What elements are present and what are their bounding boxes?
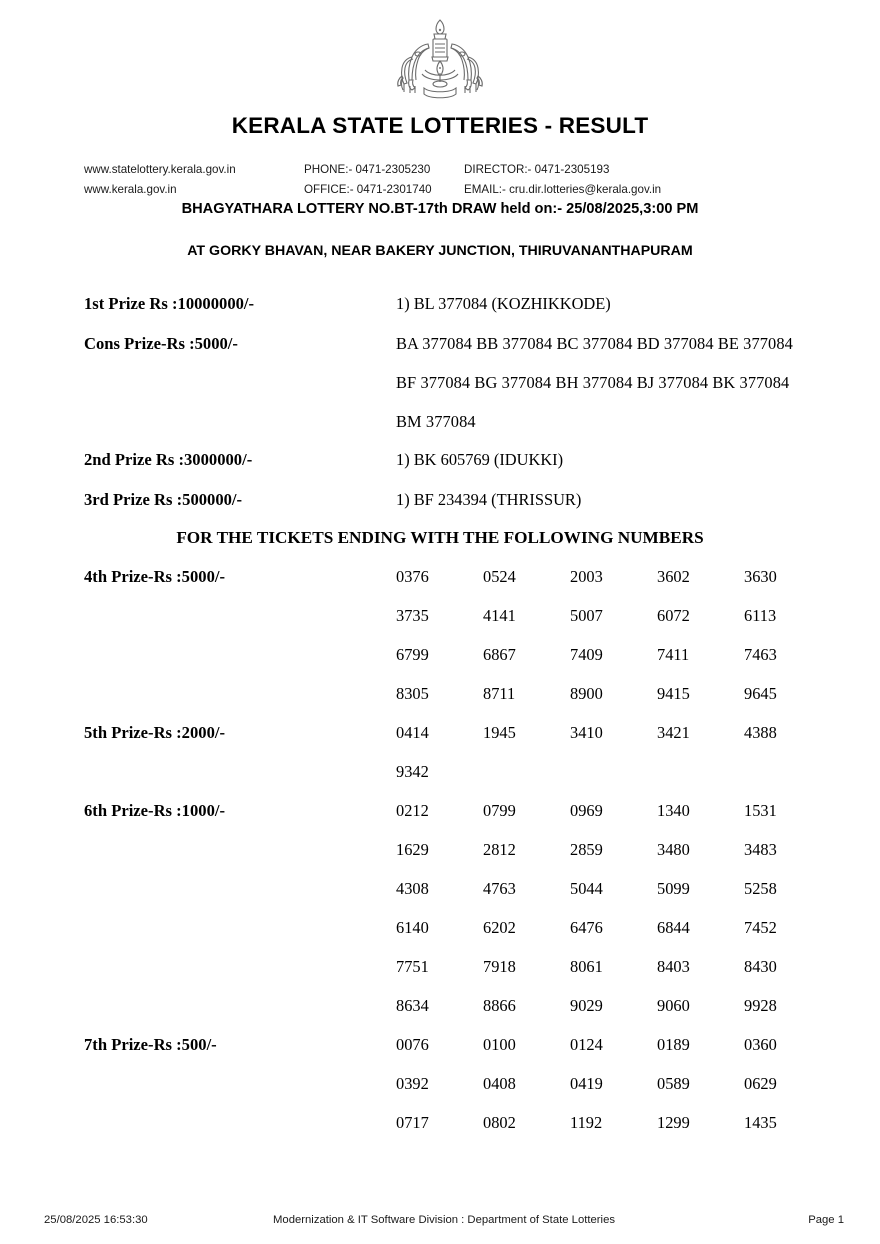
- number-cell: 7409: [570, 645, 603, 664]
- number-cell: 0360: [744, 1035, 777, 1054]
- number-cell: 0419: [570, 1074, 603, 1093]
- number-cell: 4388: [744, 723, 777, 742]
- contact-row-1: [84, 160, 796, 180]
- consolation-line-2: BF 377084 BG 377084 BH 377084 BJ 377084 BK 377084: [396, 373, 790, 392]
- number-cell: 9928: [744, 996, 777, 1015]
- number-cell: 3480: [657, 840, 690, 859]
- number-cell: 0124: [570, 1035, 603, 1054]
- emblem-container: [0, 14, 880, 115]
- office-number: OFFICE:- 0471-2301740: [304, 183, 432, 196]
- number-cell: 3483: [744, 840, 777, 859]
- number-cell: 6476: [570, 918, 603, 937]
- number-cell: 0799: [483, 801, 516, 820]
- number-cell: 3602: [657, 567, 690, 586]
- number-cell: 1340: [657, 801, 690, 820]
- number-cell: 8866: [483, 996, 516, 1015]
- prize-label-fifth: 5th Prize-Rs :2000/-: [84, 723, 226, 742]
- number-cell: 6113: [744, 606, 777, 625]
- website-statelottery[interactable]: www.statelottery.kerala.gov.in: [84, 163, 236, 176]
- number-cell: 3735: [396, 606, 429, 625]
- number-cell: 1945: [483, 723, 516, 742]
- kerala-state-emblem-icon: [388, 14, 492, 110]
- prize-label-first: 1st Prize Rs :10000000/-: [84, 294, 255, 313]
- footer-division-text: Modernization & IT Software Division : Department of State Lotteries: [273, 1214, 615, 1226]
- number-cell: 6799: [396, 645, 429, 664]
- prize-label-sixth: 6th Prize-Rs :1000/-: [84, 801, 226, 820]
- number-cell: 8900: [570, 684, 603, 703]
- number-cell: 9415: [657, 684, 690, 703]
- number-cell: 8061: [570, 957, 603, 976]
- consolation-line-3: BM 377084: [396, 412, 476, 431]
- prize-value-first: 1) BL 377084 (KOZHIKKODE): [396, 294, 611, 313]
- number-cell: 1435: [744, 1113, 777, 1132]
- number-cell: 6072: [657, 606, 690, 625]
- number-cell: 0376: [396, 567, 429, 586]
- prize-label-consolation: Cons Prize-Rs :5000/-: [84, 334, 238, 353]
- number-cell: 7751: [396, 957, 429, 976]
- number-cell: 0629: [744, 1074, 777, 1093]
- number-cell: 1299: [657, 1113, 690, 1132]
- number-cell: 5258: [744, 879, 777, 898]
- number-cell: 6844: [657, 918, 690, 937]
- director-number: DIRECTOR:- 0471-2305193: [464, 163, 610, 176]
- number-cell: 5007: [570, 606, 603, 625]
- number-cell: 2812: [483, 840, 516, 859]
- email-address[interactable]: EMAIL:- cru.dir.lotteries@kerala.gov.in: [464, 183, 662, 196]
- prize-value-third: 1) BF 234394 (THRISSUR): [396, 490, 582, 509]
- number-cell: 5044: [570, 879, 603, 898]
- number-cell: 1192: [570, 1113, 603, 1132]
- number-cell: 7411: [657, 645, 690, 664]
- prize-label-seventh: 7th Prize-Rs :500/-: [84, 1035, 217, 1054]
- number-cell: 8430: [744, 957, 777, 976]
- draw-info-line: BHAGYATHARA LOTTERY NO.BT-17th DRAW held on:- 25/08/2025,3:00 PM: [181, 201, 699, 217]
- prize-value-second: 1) BK 605769 (IDUKKI): [396, 450, 564, 469]
- number-cell: 0969: [570, 801, 603, 820]
- number-cell: 0589: [657, 1074, 690, 1093]
- number-cell: 2003: [570, 567, 603, 586]
- number-cell: 0189: [657, 1035, 690, 1054]
- number-cell: 4141: [483, 606, 516, 625]
- number-cell: 1531: [744, 801, 777, 820]
- number-cell: 0524: [483, 567, 516, 586]
- number-cell: 7452: [744, 918, 777, 937]
- prize-label-third: 3rd Prize Rs :500000/-: [84, 490, 243, 509]
- number-cell: 4308: [396, 879, 429, 898]
- number-cell: 6140: [396, 918, 429, 937]
- footer-page-number: Page 1: [808, 1214, 844, 1226]
- prize-label-fourth: 4th Prize-Rs :5000/-: [84, 567, 226, 586]
- contact-row-2: [84, 180, 796, 200]
- number-cell: 9342: [396, 762, 429, 781]
- number-cell: 0414: [396, 723, 429, 742]
- number-cell: 4763: [483, 879, 516, 898]
- phone-number: PHONE:- 0471-2305230: [304, 163, 431, 176]
- number-cell: 0802: [483, 1113, 516, 1132]
- number-cell: 9029: [570, 996, 603, 1015]
- number-cell: 2859: [570, 840, 603, 859]
- number-cell: 7463: [744, 645, 777, 664]
- number-cell: 0100: [483, 1035, 516, 1054]
- number-cell: 6202: [483, 918, 516, 937]
- website-kerala[interactable]: www.kerala.gov.in: [84, 183, 177, 196]
- section-heading-ending-numbers: FOR THE TICKETS ENDING WITH THE FOLLOWING NUMBERS: [176, 528, 704, 547]
- number-cell: 8711: [483, 684, 516, 703]
- number-cell: 9060: [657, 996, 690, 1015]
- number-cell: 3630: [744, 567, 777, 586]
- number-cell: 8305: [396, 684, 429, 703]
- number-cell: 0392: [396, 1074, 429, 1093]
- number-cell: 0408: [483, 1074, 516, 1093]
- page-title: KERALA STATE LOTTERIES - RESULT: [231, 113, 649, 138]
- contact-block: [84, 160, 796, 200]
- prize-label-second: 2nd Prize Rs :3000000/-: [84, 450, 253, 469]
- number-cell: 1629: [396, 840, 429, 859]
- number-cell: 3421: [657, 723, 690, 742]
- number-cell: 3410: [570, 723, 603, 742]
- draw-venue-line: AT GORKY BHAVAN, NEAR BAKERY JUNCTION, THIRUVANANTHAPURAM: [187, 243, 693, 259]
- number-cell: 8403: [657, 957, 690, 976]
- number-cell: 8634: [396, 996, 429, 1015]
- number-cell: 6867: [483, 645, 516, 664]
- footer-timestamp: 25/08/2025 16:53:30: [44, 1214, 148, 1226]
- number-cell: 7918: [483, 957, 516, 976]
- number-cell: 0212: [396, 801, 429, 820]
- consolation-line-1: BA 377084 BB 377084 BC 377084 BD 377084 BE 377084: [396, 334, 793, 353]
- number-cell: 0717: [396, 1113, 429, 1132]
- number-cell: 5099: [657, 879, 690, 898]
- number-cell: 0076: [396, 1035, 429, 1054]
- number-cell: 9645: [744, 684, 777, 703]
